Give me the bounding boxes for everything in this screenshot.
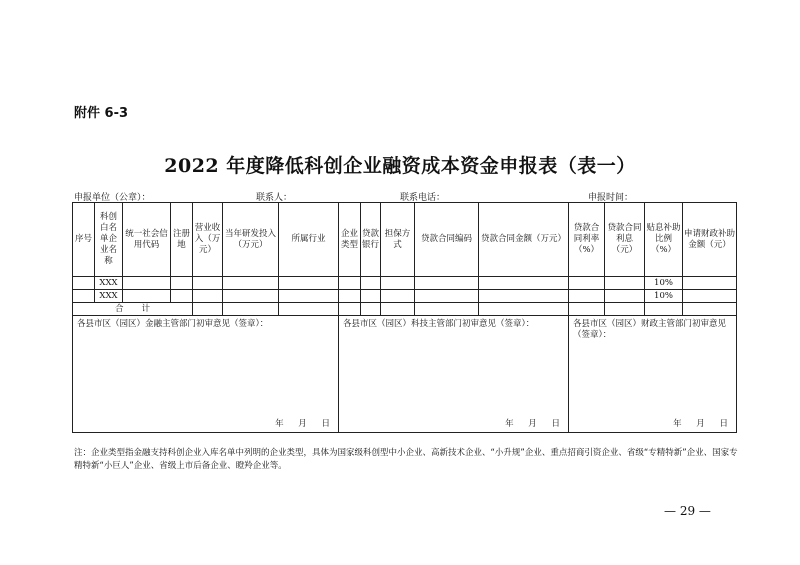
header-cell: 统一社会信用代码 xyxy=(123,203,171,277)
opinion-label: 各县市区（园区）金融主管部门初审意见（签章）： xyxy=(77,319,269,329)
fiscal-opinion-cell[interactable] xyxy=(569,316,737,433)
table-cell[interactable] xyxy=(605,290,645,303)
subsidy-ratio-cell[interactable]: 10% xyxy=(645,277,683,290)
opinion-date: 年 月 日 xyxy=(673,419,728,429)
table-cell[interactable] xyxy=(279,290,339,303)
table-cell[interactable] xyxy=(479,277,569,290)
table-cell[interactable] xyxy=(605,303,645,316)
header-cell: 担保方式 xyxy=(381,203,415,277)
applicant-field-label: 申报单位（公章）： xyxy=(74,193,151,203)
table-cell[interactable] xyxy=(123,277,171,290)
header-cell: 贷款合同利率（%） xyxy=(569,203,605,277)
header-cell: 贷款合同金额（万元） xyxy=(479,203,569,277)
opinion-row xyxy=(73,316,737,433)
total-label: 合计 xyxy=(73,303,193,316)
table-cell[interactable] xyxy=(279,303,339,316)
table-cell[interactable] xyxy=(123,290,171,303)
application-table xyxy=(72,202,737,433)
table-cell[interactable] xyxy=(193,277,223,290)
total-row xyxy=(73,303,737,316)
header-cell: 贴息补助比例（%） xyxy=(645,203,683,277)
table-cell[interactable] xyxy=(223,290,279,303)
page-title: 2022 年度降低科创企业融资成本资金申报表（表一） xyxy=(164,155,636,177)
opinion-label: 各县市区（园区）财政主管部门初审意见（签章）： xyxy=(573,319,727,340)
table-cell[interactable] xyxy=(361,277,381,290)
header-cell: 贷款银行 xyxy=(361,203,381,277)
table-cell[interactable] xyxy=(381,290,415,303)
header-cell: 贷款合同编码 xyxy=(415,203,479,277)
table-row xyxy=(73,290,737,303)
table-cell[interactable] xyxy=(171,290,193,303)
header-cell: 科创白名单企业名称 xyxy=(95,203,123,277)
table-cell[interactable] xyxy=(193,303,223,316)
table-cell[interactable] xyxy=(479,290,569,303)
table-cell[interactable] xyxy=(569,277,605,290)
table-cell[interactable] xyxy=(479,303,569,316)
company-name-cell[interactable]: XXX xyxy=(95,290,123,303)
table-cell[interactable] xyxy=(193,290,223,303)
opinion-label: 各县市区（园区）科技主管部门初审意见（签章）： xyxy=(343,319,535,329)
table-cell[interactable] xyxy=(339,277,361,290)
header-cell: 序号 xyxy=(73,203,95,277)
phone-label: 联系电话： xyxy=(400,193,446,203)
header-cell: 申请财政补助金额（元） xyxy=(683,203,737,277)
opinion-date: 年 月 日 xyxy=(275,419,330,429)
table-cell[interactable] xyxy=(73,277,95,290)
table-cell[interactable] xyxy=(415,290,479,303)
table-cell[interactable] xyxy=(361,303,381,316)
table-cell[interactable] xyxy=(415,303,479,316)
table-cell[interactable] xyxy=(415,277,479,290)
date-label: 申报时间： xyxy=(588,193,634,203)
table-cell[interactable] xyxy=(381,303,415,316)
tech-opinion-cell[interactable] xyxy=(339,316,569,433)
contact-person-label: 联系人： xyxy=(256,193,293,203)
table-cell[interactable] xyxy=(223,303,279,316)
table-cell[interactable] xyxy=(683,303,737,316)
header-cell: 注册地 xyxy=(171,203,193,277)
footnote: 注：企业类型指金融支持科创企业入库名单中列明的企业类型，具体为国家级科创型中小企业、高新技术企业、“小升规”企业、重点招商引资企业、省级“专精特新”企业、国家专精特新“小巨人”企业、省级上市后备企业、瞪羚企业等。 xyxy=(74,448,738,471)
table-cell[interactable] xyxy=(569,290,605,303)
table-cell[interactable] xyxy=(223,277,279,290)
table-row xyxy=(73,277,737,290)
header-row xyxy=(73,203,737,277)
attachment-label: 附件 6-3 xyxy=(74,106,129,121)
opinion-date: 年 月 日 xyxy=(505,419,560,429)
table-cell[interactable] xyxy=(171,277,193,290)
header-cell: 企业类型 xyxy=(339,203,361,277)
header-cell: 贷款合同利息（元） xyxy=(605,203,645,277)
page-number: — 29 — xyxy=(664,504,711,518)
table-cell[interactable] xyxy=(683,290,737,303)
finance-opinion-cell[interactable] xyxy=(73,316,339,433)
header-cell: 当年研发投入（万元） xyxy=(223,203,279,277)
table-cell[interactable] xyxy=(683,277,737,290)
table-cell[interactable] xyxy=(605,277,645,290)
table-cell[interactable] xyxy=(73,290,95,303)
subsidy-ratio-cell[interactable]: 10% xyxy=(645,290,683,303)
table-cell[interactable] xyxy=(279,277,339,290)
table-cell[interactable] xyxy=(361,290,381,303)
table-cell[interactable] xyxy=(339,290,361,303)
table-cell[interactable] xyxy=(569,303,605,316)
header-cell: 所属行业 xyxy=(279,203,339,277)
header-cell: 营业收入（万元） xyxy=(193,203,223,277)
company-name-cell[interactable]: XXX xyxy=(95,277,123,290)
table-cell[interactable] xyxy=(381,277,415,290)
table-cell[interactable] xyxy=(339,303,361,316)
table-cell[interactable] xyxy=(645,303,683,316)
